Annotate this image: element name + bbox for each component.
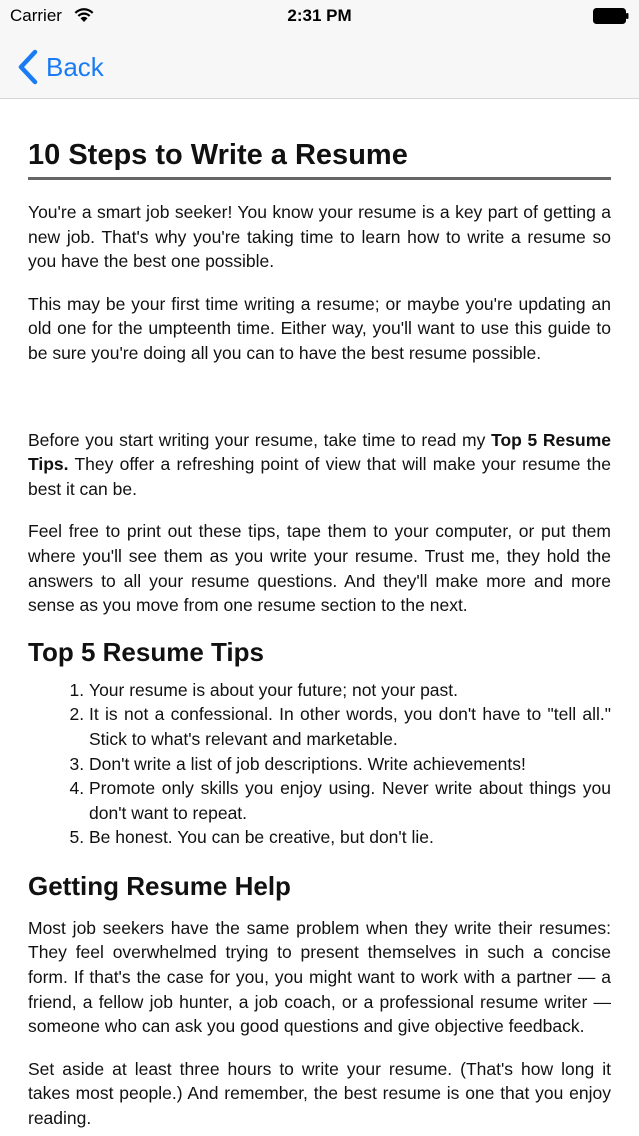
time-paragraph: Set aside at least three hours to write your resume. (That's how long it takes most people.) And remember, the best resume is one that you enjoy reading.: [28, 1058, 611, 1129]
carrier-label: Carrier: [10, 6, 62, 25]
list-item: 2. It is not a confessional. In other words, you don't have to "tell all." Stick to what's relevant and marketable.: [89, 702, 611, 751]
battery-icon: [593, 8, 629, 24]
article-content: [28, 99, 611, 1131]
clock: 2:31 PM: [287, 6, 352, 25]
tips-list: [28, 678, 611, 850]
help-paragraph: Most job seekers have the same problem when they write their resumes: They feel overwhelmed trying to present themselves in such a concise form. If that's the case for you, you might want to work with a partner — a friend, a fellow job hunter, a job coach, or a professional resume writer — someone who can ask you good questions and give objective feedback.: [28, 917, 611, 1037]
top-5-tips-link[interactable]: Top 5 Resume Tips.: [28, 429, 611, 475]
back-label: Back: [46, 51, 104, 82]
tips-intro-paragraph: [28, 428, 611, 502]
print-tips-paragraph: Feel free to print out these tips, tape them to your computer, or put them where you'll see them as you write your resume. Trust me, they hold the answers to all your resume questions. And they'll make more and more sense as you move from one resume section to the next.: [28, 521, 611, 616]
tips-heading: Top 5 Resume Tips: [28, 636, 264, 667]
intro-paragraph: You're a smart job seeker! You know your resume is a key part of getting a new job. That's why you're taking time to learn how to write a resume so you have the best one possible.: [28, 202, 611, 272]
navigation-bar: [0, 36, 639, 99]
tips-intro-text-end: They offer a refreshing point of view that will make your resume the best it can be.: [28, 454, 611, 499]
tips-intro-text: Before you start writing your resume, take time to read my: [28, 429, 492, 450]
back-button[interactable]: [16, 48, 104, 86]
list-item: 1. Your resume is about your future; not your past.: [89, 678, 611, 703]
status-bar: [0, 0, 639, 36]
list-item: 4. Promote only skills you enjoy using. Never write about things you don't want to repeat.: [89, 776, 611, 825]
help-heading: Getting Resume Help: [28, 870, 291, 901]
list-item: 3. Don't write a list of job descriptions. Write achievements!: [89, 752, 611, 777]
page-title: 10 Steps to Write a Resume: [28, 137, 611, 180]
list-item: 5. Be honest. You can be creative, but don't lie.: [89, 825, 611, 850]
chevron-left-icon: [16, 49, 40, 85]
second-paragraph: This may be your first time writing a resume; or maybe you're updating an old one for the umpteenth time. Either way, you'll want to use this guide to be sure you're doing all you can to have the best resume possible.: [28, 293, 611, 363]
